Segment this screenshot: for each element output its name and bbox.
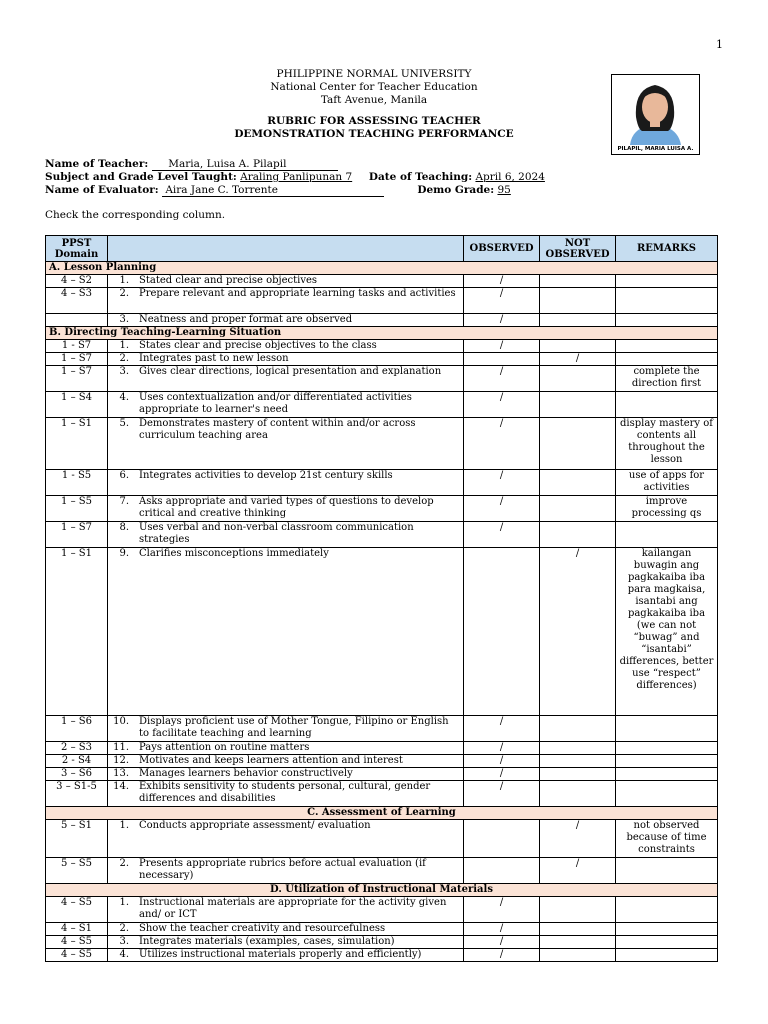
remarks-cell (616, 923, 718, 936)
teacher-line (45, 158, 338, 171)
ppst-domain-cell: 4 – S5 (46, 949, 108, 962)
table-row (46, 496, 718, 522)
ppst-domain-cell: 1 – S7 (46, 522, 108, 548)
criterion-number: 3. (119, 936, 129, 947)
not-observed-cell (540, 470, 616, 496)
instruction-text: Check the corresponding column. (45, 209, 226, 221)
observed-cell: / (464, 768, 540, 781)
criterion-number: 1. (119, 340, 129, 351)
remarks-cell (616, 936, 718, 949)
criterion-text: Gives clear directions, logical presentation and explanation (139, 366, 442, 377)
evaluator-line (45, 184, 511, 197)
table-row (46, 275, 718, 288)
table-row (46, 742, 718, 755)
not-observed-cell (540, 392, 616, 418)
observed-cell (464, 820, 540, 858)
criteria-cell (108, 716, 464, 742)
ppst-domain-cell: 4 – S2 (46, 275, 108, 288)
section-row (46, 807, 718, 820)
criterion-number: 1. (119, 897, 129, 908)
remarks-cell: not observed because of time constraints (616, 820, 718, 858)
criterion-text: Show the teacher creativity and resourcefulness (139, 923, 386, 934)
ppst-domain-cell: 1 - S7 (46, 340, 108, 353)
table-row (46, 858, 718, 884)
criterion-text: Integrates materials (examples, cases, simulation) (139, 936, 395, 947)
criterion-number: 12. (113, 755, 129, 766)
criteria-cell (108, 496, 464, 522)
observed-header: OBSERVED (464, 236, 540, 262)
ppst-domain-cell: 1 - S5 (46, 470, 108, 496)
criterion-text: States clear and precise objectives to the class (139, 340, 377, 351)
ppst-domain-cell: 5 – S1 (46, 820, 108, 858)
table-row (46, 781, 718, 807)
grade-value: 95 (497, 184, 511, 196)
page-number: 1 (716, 38, 723, 51)
criteria-cell (108, 923, 464, 936)
criteria-cell (108, 742, 464, 755)
criteria-cell (108, 314, 464, 327)
section-row (46, 327, 718, 340)
remarks-cell: improve processing qs (616, 496, 718, 522)
criterion-text: Demonstrates mastery of content within and/or across curriculum teaching area (139, 418, 416, 441)
remarks-cell (616, 755, 718, 768)
table-row (46, 353, 718, 366)
observed-cell: / (464, 755, 540, 768)
remarks-cell (616, 522, 718, 548)
ppst-domain-header: PPST Domain (46, 236, 108, 262)
table-header-row (46, 236, 718, 262)
table-row (46, 418, 718, 470)
rubric-table (45, 235, 718, 962)
criteria-cell (108, 392, 464, 418)
criterion-number: 2. (119, 353, 129, 364)
not-observed-cell (540, 288, 616, 314)
not-observed-cell (540, 742, 616, 755)
remarks-cell (616, 716, 718, 742)
remarks-cell: display mastery of contents all throughout the lesson (616, 418, 718, 470)
criteria-cell (108, 897, 464, 923)
criteria-cell (108, 353, 464, 366)
not-observed-cell (540, 496, 616, 522)
ppst-domain-cell: 1 – S1 (46, 548, 108, 716)
remarks-cell: use of apps for activities (616, 470, 718, 496)
criterion-number: 2. (119, 288, 129, 299)
document-header (160, 68, 588, 141)
criteria-cell (108, 781, 464, 807)
criterion-number: 13. (113, 768, 129, 779)
remarks-cell: complete the direction first (616, 366, 718, 392)
not-observed-cell (540, 936, 616, 949)
not-observed-cell (540, 781, 616, 807)
section-row (46, 262, 718, 275)
criterion-number: 11. (113, 742, 129, 753)
not-observed-cell: / (540, 353, 616, 366)
remarks-cell: kailangan buwagin ang pagkakaiba iba para magkaisa, isantabi ang pagkakaiba iba (we can not “buwag” and “isantabi” differences, better use “respect” differences) (616, 548, 718, 716)
criteria-cell (108, 768, 464, 781)
observed-cell (464, 548, 540, 716)
criterion-number: 4. (119, 392, 129, 403)
criteria-cell (108, 522, 464, 548)
section-title: D. Utilization of Instructional Materials (46, 884, 718, 897)
photo-caption: PILAPIL, MARIA LUISA A. (617, 146, 694, 152)
criterion-text: Integrates activities to develop 21st century skills (139, 470, 393, 481)
criterion-text: Instructional materials are appropriate for the activity given and/ or ICT (139, 897, 447, 920)
criterion-text: Exhibits sensitivity to students personal, cultural, gender differences and disabilities (139, 781, 431, 804)
teacher-name-value: Maria, Luisa A. Pilapil (168, 158, 287, 170)
table-row (46, 340, 718, 353)
criteria-header (108, 236, 464, 262)
subject-value: Araling Panlipunan 7 (240, 171, 353, 183)
criteria-cell (108, 470, 464, 496)
criteria-cell (108, 820, 464, 858)
rubric-title-line1: RUBRIC FOR ASSESSING TEACHER (267, 115, 481, 127)
ppst-domain-cell: 1 – S5 (46, 496, 108, 522)
table-row (46, 755, 718, 768)
not-observed-cell: / (540, 548, 616, 716)
criterion-text: Motivates and keeps learners attention and interest (139, 755, 403, 766)
observed-cell: / (464, 496, 540, 522)
not-observed-header: NOT OBSERVED (540, 236, 616, 262)
rubric-title-line2: DEMONSTRATION TEACHING PERFORMANCE (234, 128, 514, 140)
observed-cell: / (464, 366, 540, 392)
teacher-label: Name of Teacher: (45, 158, 149, 170)
teacher-photo (611, 74, 700, 155)
ppst-domain-cell: 1 – S7 (46, 366, 108, 392)
criterion-number: 3. (119, 314, 129, 325)
remarks-cell (616, 949, 718, 962)
table-row (46, 392, 718, 418)
remarks-cell (616, 353, 718, 366)
table-row (46, 936, 718, 949)
remarks-cell (616, 288, 718, 314)
section-title: B. Directing Teaching-Learning Situation (46, 327, 718, 340)
ppst-domain-cell: 5 – S5 (46, 858, 108, 884)
criterion-text: Uses verbal and non-verbal classroom communication strategies (139, 522, 414, 545)
table-row (46, 716, 718, 742)
not-observed-cell: / (540, 858, 616, 884)
table-row (46, 949, 718, 962)
criterion-number: 6. (119, 470, 129, 481)
observed-cell: / (464, 781, 540, 807)
criteria-cell (108, 858, 464, 884)
not-observed-cell (540, 522, 616, 548)
criterion-text: Prepare relevant and appropriate learning tasks and activities (139, 288, 456, 299)
not-observed-cell (540, 949, 616, 962)
section-row (46, 884, 718, 897)
criteria-cell (108, 366, 464, 392)
criteria-cell (108, 340, 464, 353)
criterion-text: Pays attention on routine matters (139, 742, 310, 753)
criterion-number: 4. (119, 949, 129, 960)
ppst-domain-cell: 1 – S1 (46, 418, 108, 470)
remarks-cell (616, 768, 718, 781)
criterion-number: 3. (119, 366, 129, 377)
not-observed-cell (540, 275, 616, 288)
criteria-cell (108, 936, 464, 949)
observed-cell (464, 353, 540, 366)
observed-cell (464, 858, 540, 884)
table-row (46, 366, 718, 392)
ppst-domain-cell: 4 – S3 (46, 288, 108, 314)
observed-cell: / (464, 288, 540, 314)
observed-cell: / (464, 392, 540, 418)
observed-cell: / (464, 314, 540, 327)
observed-cell: / (464, 470, 540, 496)
criterion-number: 2. (119, 858, 129, 869)
observed-cell: / (464, 275, 540, 288)
center-name: National Center for Teacher Education (270, 81, 478, 93)
not-observed-cell (540, 314, 616, 327)
criteria-cell (108, 275, 464, 288)
observed-cell: / (464, 522, 540, 548)
criterion-number: 9. (119, 548, 129, 559)
date-value: April 6, 2024 (475, 171, 545, 183)
remarks-cell (616, 897, 718, 923)
criterion-text: Manages learners behavior constructively (139, 768, 353, 779)
criterion-text: Presents appropriate rubrics before actual evaluation (if necessary) (139, 858, 426, 881)
criterion-number: 2. (119, 923, 129, 934)
not-observed-cell (540, 897, 616, 923)
table-row (46, 548, 718, 716)
criteria-cell (108, 949, 464, 962)
criterion-number: 1. (119, 820, 129, 831)
criterion-text: Conducts appropriate assessment/ evaluation (139, 820, 371, 831)
criterion-text: Neatness and proper format are observed (139, 314, 353, 325)
criterion-number: 5. (119, 418, 129, 429)
ppst-domain-cell: 2 - S4 (46, 755, 108, 768)
evaluator-name-value: Aira Jane C. Torrente (165, 184, 278, 196)
remarks-cell (616, 781, 718, 807)
table-row (46, 314, 718, 327)
table-row (46, 288, 718, 314)
ppst-domain-cell: 2 – S3 (46, 742, 108, 755)
criterion-number: 7. (119, 496, 129, 507)
observed-cell: / (464, 897, 540, 923)
ppst-domain-cell: 1 – S6 (46, 716, 108, 742)
remarks-cell (616, 314, 718, 327)
ppst-domain-cell: 4 – S5 (46, 936, 108, 949)
remarks-header: REMARKS (616, 236, 718, 262)
criterion-text: Clarifies misconceptions immediately (139, 548, 329, 559)
remarks-cell (616, 742, 718, 755)
ppst-domain-cell: 1 – S7 (46, 353, 108, 366)
remarks-cell (616, 275, 718, 288)
grade-label: Demo Grade: (417, 184, 495, 196)
observed-cell: / (464, 716, 540, 742)
ppst-domain-cell: 3 – S6 (46, 768, 108, 781)
university-name: PHILIPPINE NORMAL UNIVERSITY (276, 68, 472, 80)
table-row (46, 923, 718, 936)
observed-cell: / (464, 936, 540, 949)
observed-cell: / (464, 923, 540, 936)
table-row (46, 768, 718, 781)
ppst-domain-cell: 4 – S5 (46, 897, 108, 923)
table-row (46, 897, 718, 923)
not-observed-cell (540, 923, 616, 936)
subject-label: Subject and Grade Level Taught: (45, 171, 237, 183)
criterion-number: 10. (113, 716, 129, 727)
not-observed-cell (540, 768, 616, 781)
remarks-cell (616, 858, 718, 884)
observed-cell: / (464, 418, 540, 470)
ppst-domain-cell: 3 – S1-5 (46, 781, 108, 807)
not-observed-cell (540, 418, 616, 470)
criteria-cell (108, 755, 464, 768)
criterion-number: 1. (119, 275, 129, 286)
section-title: A. Lesson Planning (46, 262, 718, 275)
not-observed-cell: / (540, 820, 616, 858)
address: Taft Avenue, Manila (320, 94, 428, 106)
remarks-cell (616, 340, 718, 353)
criterion-text: Displays proficient use of Mother Tongue, Filipino or English to facilitate teaching and learning (139, 716, 449, 739)
criteria-cell (108, 548, 464, 716)
criterion-text: Asks appropriate and varied types of questions to develop critical and creative thinking (139, 496, 434, 519)
ppst-domain-cell (46, 314, 108, 327)
table-row (46, 820, 718, 858)
observed-cell: / (464, 742, 540, 755)
section-title: C. Assessment of Learning (46, 807, 718, 820)
criteria-cell (108, 288, 464, 314)
ppst-domain-cell: 4 – S1 (46, 923, 108, 936)
observed-cell: / (464, 340, 540, 353)
not-observed-cell (540, 755, 616, 768)
observed-cell: / (464, 949, 540, 962)
table-row (46, 522, 718, 548)
criterion-number: 14. (113, 781, 129, 792)
criterion-text: Utilizes instructional materials properly and efficiently) (139, 949, 422, 960)
criterion-text: Integrates past to new lesson (139, 353, 289, 364)
not-observed-cell (540, 366, 616, 392)
criterion-text: Uses contextualization and/or differentiated activities appropriate to learner's need (139, 392, 412, 415)
remarks-cell (616, 392, 718, 418)
evaluator-label: Name of Evaluator: (45, 184, 159, 196)
table-row (46, 470, 718, 496)
not-observed-cell (540, 340, 616, 353)
subject-line (45, 171, 545, 184)
criterion-text: Stated clear and precise objectives (139, 275, 318, 286)
not-observed-cell (540, 716, 616, 742)
criteria-cell (108, 418, 464, 470)
ppst-domain-cell: 1 – S4 (46, 392, 108, 418)
date-label: Date of Teaching: (368, 171, 473, 183)
criterion-number: 8. (119, 522, 129, 533)
